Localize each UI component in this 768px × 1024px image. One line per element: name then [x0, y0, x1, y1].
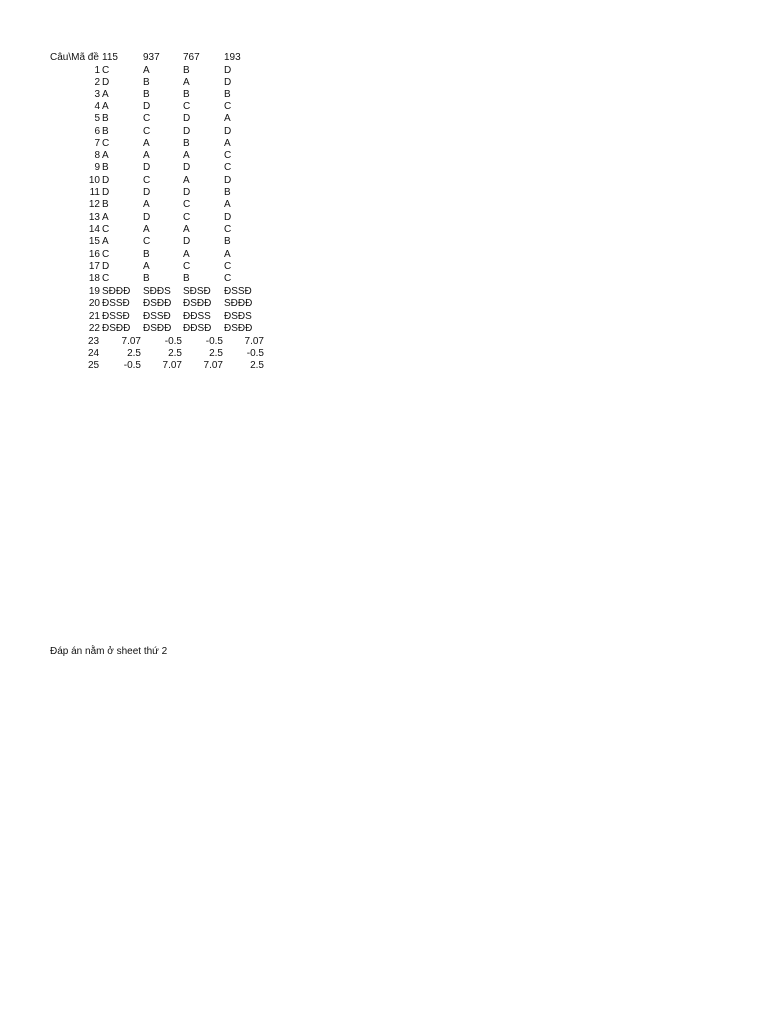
answer-cell[interactable]: B: [102, 162, 109, 173]
answer-cell[interactable]: A: [183, 249, 190, 260]
answer-cell[interactable]: 2.5: [168, 348, 182, 359]
question-number-cell[interactable]: 1: [94, 65, 100, 76]
answer-cell[interactable]: A: [102, 236, 109, 247]
table-row: [0, 126, 300, 138]
table-row: [0, 298, 300, 310]
table-row: [0, 360, 300, 372]
answer-cell[interactable]: B: [183, 89, 190, 100]
question-number-cell[interactable]: 16: [88, 249, 100, 260]
answer-cell[interactable]: ĐSĐĐ: [143, 323, 172, 334]
table-row: [0, 236, 300, 248]
answer-cell[interactable]: D: [183, 236, 191, 247]
answer-cell[interactable]: B: [224, 187, 231, 198]
note-cell[interactable]: Đáp án nằm ở sheet thứ 2: [50, 646, 168, 657]
answer-cell[interactable]: A: [102, 101, 109, 112]
exam-code-cell[interactable]: 937: [143, 52, 160, 63]
answer-cell[interactable]: C: [143, 113, 151, 124]
answer-cell[interactable]: ĐĐSĐ: [183, 323, 212, 334]
table-row: [0, 199, 300, 211]
question-number-cell[interactable]: 8: [94, 150, 100, 161]
header-label[interactable]: Câu\Mã đề: [50, 52, 99, 63]
question-number-cell[interactable]: 14: [88, 224, 100, 235]
answer-cell[interactable]: 7.07: [121, 336, 141, 347]
question-number-cell[interactable]: 3: [94, 89, 100, 100]
answer-cell[interactable]: C: [224, 150, 232, 161]
question-number-cell[interactable]: 15: [88, 236, 100, 247]
answer-cell[interactable]: ĐSĐĐ: [183, 298, 212, 309]
table-row: [0, 138, 300, 150]
table-row: [0, 175, 300, 187]
answer-cell[interactable]: 2.5: [209, 348, 223, 359]
answer-cell[interactable]: D: [143, 187, 151, 198]
answer-cell[interactable]: SĐSĐ: [183, 286, 211, 297]
answer-cell[interactable]: C: [224, 224, 232, 235]
answer-cell[interactable]: C: [143, 236, 151, 247]
answer-cell[interactable]: D: [224, 77, 232, 88]
answer-cell[interactable]: A: [143, 150, 150, 161]
answer-cell[interactable]: C: [224, 273, 232, 284]
answer-cell[interactable]: ĐĐSS: [183, 311, 211, 322]
answer-cell[interactable]: ĐSSĐ: [224, 286, 252, 297]
answer-cell[interactable]: D: [183, 113, 191, 124]
table-row: [0, 65, 300, 77]
answer-cell[interactable]: SĐĐĐ: [102, 286, 131, 297]
exam-code-cell[interactable]: 115: [102, 52, 118, 63]
answer-cell[interactable]: B: [102, 199, 109, 210]
answer-cell[interactable]: ĐSSĐ: [102, 298, 130, 309]
answer-cell[interactable]: D: [224, 65, 232, 76]
answer-cell[interactable]: B: [143, 249, 150, 260]
question-number-cell[interactable]: 18: [88, 273, 100, 284]
answer-cell[interactable]: D: [224, 212, 232, 223]
question-number-cell[interactable]: 7: [94, 138, 100, 149]
answer-cell[interactable]: A: [224, 249, 231, 260]
answer-cell[interactable]: C: [143, 175, 151, 186]
answer-cell[interactable]: D: [102, 77, 110, 88]
answer-cell[interactable]: A: [102, 150, 109, 161]
question-number-cell[interactable]: 10: [88, 175, 100, 186]
question-number-cell[interactable]: 2: [94, 77, 100, 88]
table-row: [0, 77, 300, 89]
question-number-cell[interactable]: 13: [88, 212, 100, 223]
table-row: [0, 224, 300, 236]
answer-cell[interactable]: -0.5: [164, 336, 182, 347]
answer-cell[interactable]: ĐSĐS: [224, 311, 252, 322]
answer-cell[interactable]: C: [183, 261, 191, 272]
table-row: [0, 89, 300, 101]
table-row: [0, 311, 300, 323]
table-row: [0, 261, 300, 273]
question-number-cell[interactable]: 23: [88, 336, 100, 347]
question-number-cell[interactable]: 6: [94, 126, 100, 137]
answer-cell[interactable]: SĐĐS: [143, 286, 171, 297]
answer-cell[interactable]: ĐSSĐ: [102, 311, 130, 322]
answer-cell[interactable]: B: [224, 236, 231, 247]
answer-cell[interactable]: D: [183, 162, 191, 173]
answer-cell[interactable]: 7.07: [244, 336, 264, 347]
answer-cell[interactable]: A: [102, 89, 109, 100]
answer-cell[interactable]: A: [143, 224, 150, 235]
answer-cell[interactable]: C: [183, 212, 191, 223]
answer-cell[interactable]: A: [143, 261, 150, 272]
answer-cell[interactable]: C: [224, 261, 232, 272]
answer-cell[interactable]: B: [183, 273, 190, 284]
table-row: [0, 101, 300, 113]
answer-cell[interactable]: C: [102, 249, 110, 260]
answer-cell[interactable]: A: [224, 113, 231, 124]
answer-cell[interactable]: D: [224, 175, 232, 186]
answer-cell[interactable]: 7.07: [162, 360, 182, 371]
table-row: [0, 286, 300, 298]
table-row: [0, 212, 300, 224]
answer-cell[interactable]: C: [224, 101, 232, 112]
answer-cell[interactable]: D: [102, 261, 110, 272]
question-number-cell[interactable]: 4: [94, 101, 100, 112]
answer-cell[interactable]: -0.5: [246, 348, 264, 359]
answer-cell[interactable]: D: [143, 212, 151, 223]
answer-cell[interactable]: 2.5: [250, 360, 264, 371]
table-row: [0, 150, 300, 162]
answer-cell[interactable]: C: [102, 65, 110, 76]
answer-cell[interactable]: B: [102, 126, 109, 137]
answer-cell[interactable]: 7.07: [203, 360, 223, 371]
question-number-cell[interactable]: 25: [88, 360, 100, 371]
table-row: [0, 336, 300, 348]
exam-code-cell[interactable]: 193: [224, 52, 241, 63]
answer-cell[interactable]: D: [183, 126, 191, 137]
answer-cell[interactable]: C: [183, 101, 191, 112]
answer-cell[interactable]: C: [102, 138, 110, 149]
answer-cell[interactable]: D: [183, 187, 191, 198]
answer-cell[interactable]: B: [224, 89, 231, 100]
answer-cell[interactable]: B: [143, 273, 150, 284]
answer-cell[interactable]: C: [102, 273, 110, 284]
table-row: [0, 162, 300, 174]
answer-cell[interactable]: A: [224, 199, 231, 210]
question-number-cell[interactable]: 12: [88, 199, 100, 210]
answer-cell[interactable]: A: [183, 77, 190, 88]
answer-cell[interactable]: ĐSSĐ: [143, 311, 171, 322]
answer-cell[interactable]: A: [224, 138, 231, 149]
answer-cell[interactable]: D: [143, 162, 151, 173]
answer-cell[interactable]: ĐSĐĐ: [143, 298, 172, 309]
question-number-cell[interactable]: 20: [88, 298, 100, 309]
table-row: [0, 113, 300, 125]
answer-cell[interactable]: D: [102, 187, 110, 198]
answer-cell[interactable]: -0.5: [123, 360, 141, 371]
question-number-cell[interactable]: 5: [94, 113, 100, 124]
answer-cell[interactable]: 2.5: [127, 348, 141, 359]
header-row: [0, 52, 300, 64]
question-number-cell[interactable]: 17: [88, 261, 100, 272]
answer-cell[interactable]: ĐSĐĐ: [102, 323, 131, 334]
answer-cell[interactable]: A: [183, 150, 190, 161]
answer-cell[interactable]: C: [183, 199, 191, 210]
answer-cell[interactable]: A: [143, 138, 150, 149]
answer-cell[interactable]: B: [183, 65, 190, 76]
answer-cell[interactable]: B: [183, 138, 190, 149]
question-number-cell[interactable]: 22: [88, 323, 100, 334]
answer-cell[interactable]: B: [102, 113, 109, 124]
question-number-cell[interactable]: 19: [88, 286, 100, 297]
question-number-cell[interactable]: 11: [89, 187, 100, 198]
answer-cell[interactable]: -0.5: [205, 336, 223, 347]
table-row: [0, 187, 300, 199]
answer-cell[interactable]: A: [143, 199, 150, 210]
table-row: [0, 323, 300, 335]
exam-code-cell[interactable]: 767: [183, 52, 200, 63]
answer-cell[interactable]: C: [143, 126, 151, 137]
answer-cell[interactable]: C: [102, 224, 110, 235]
answer-cell[interactable]: B: [143, 77, 150, 88]
question-number-cell[interactable]: 21: [88, 311, 100, 322]
answer-cell[interactable]: D: [224, 126, 232, 137]
answer-cell[interactable]: A: [143, 65, 150, 76]
answer-cell[interactable]: A: [102, 212, 109, 223]
answer-cell[interactable]: A: [183, 175, 190, 186]
answer-cell[interactable]: D: [143, 101, 151, 112]
answer-cell[interactable]: D: [102, 175, 110, 186]
table-row: [0, 348, 300, 360]
answer-cell[interactable]: A: [183, 224, 190, 235]
answer-cell[interactable]: C: [224, 162, 232, 173]
question-number-cell[interactable]: 9: [94, 162, 100, 173]
answer-cell[interactable]: B: [143, 89, 150, 100]
answer-cell[interactable]: ĐSĐĐ: [224, 323, 253, 334]
question-number-cell[interactable]: 24: [88, 348, 100, 359]
answer-cell[interactable]: SĐĐĐ: [224, 298, 253, 309]
table-row: [0, 249, 300, 261]
table-row: [0, 273, 300, 285]
